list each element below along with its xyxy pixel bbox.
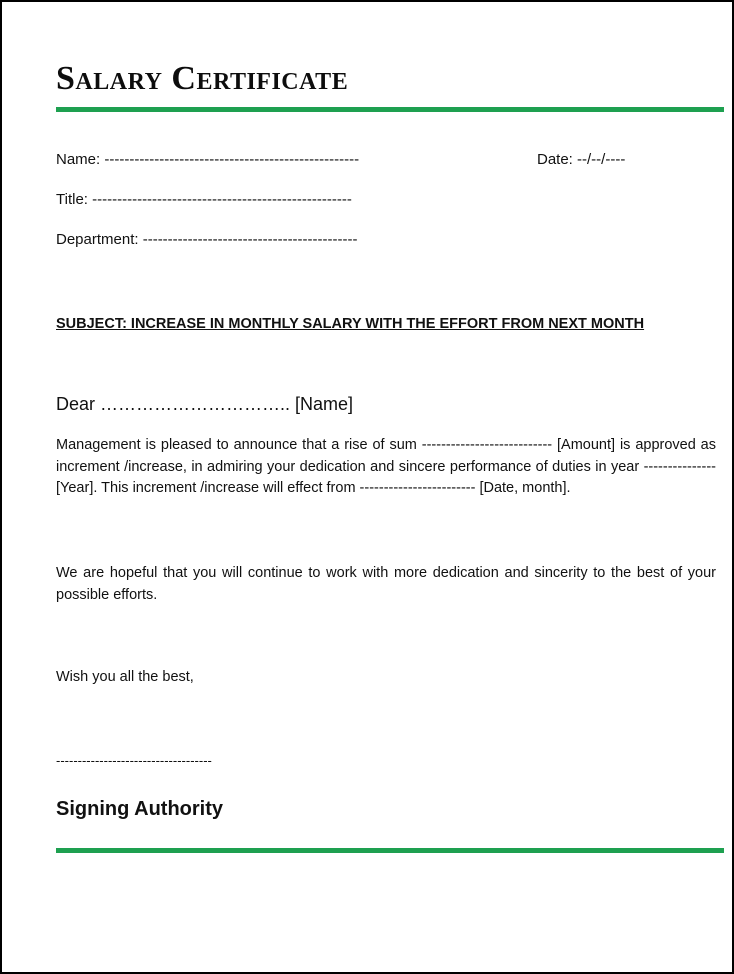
signature-line: ------------------------------------ xyxy=(56,753,212,768)
signing-authority-label: Signing Authority xyxy=(56,798,224,820)
document-title: Salary Certificate xyxy=(56,60,349,97)
department-field: Department: ------------------------------------------- xyxy=(56,231,358,248)
closing-text: Wish you all the best, xyxy=(56,669,194,685)
title-field: Title: ---------------------------------------------------- xyxy=(56,191,352,208)
top-green-rule xyxy=(56,107,724,112)
subject-line: SUBJECT: INCREASE IN MONTHLY SALARY WITH THE EFFORT FROM NEXT MONTH xyxy=(56,316,645,332)
body-paragraph-increment: Management is pleased to announce that a rise of sum --------------------------- [Amount] is approved as increment /increase, in admiring your dedication and sincere performance of duties in year --------------- [Year]. This increment /increase will effect from ------------------------ [Date, month]. xyxy=(56,437,716,496)
salutation: Dear ………………………….. [Name] xyxy=(56,394,354,414)
name-field: Name: --------------------------------------------------- xyxy=(56,151,360,168)
body-paragraph-hopeful: We are hopeful that you will continue to work with more dedication and sincerity to the best of your possible efforts. xyxy=(56,565,716,603)
date-field: Date: --/--/---- xyxy=(537,151,626,168)
bottom-green-rule xyxy=(56,848,724,853)
